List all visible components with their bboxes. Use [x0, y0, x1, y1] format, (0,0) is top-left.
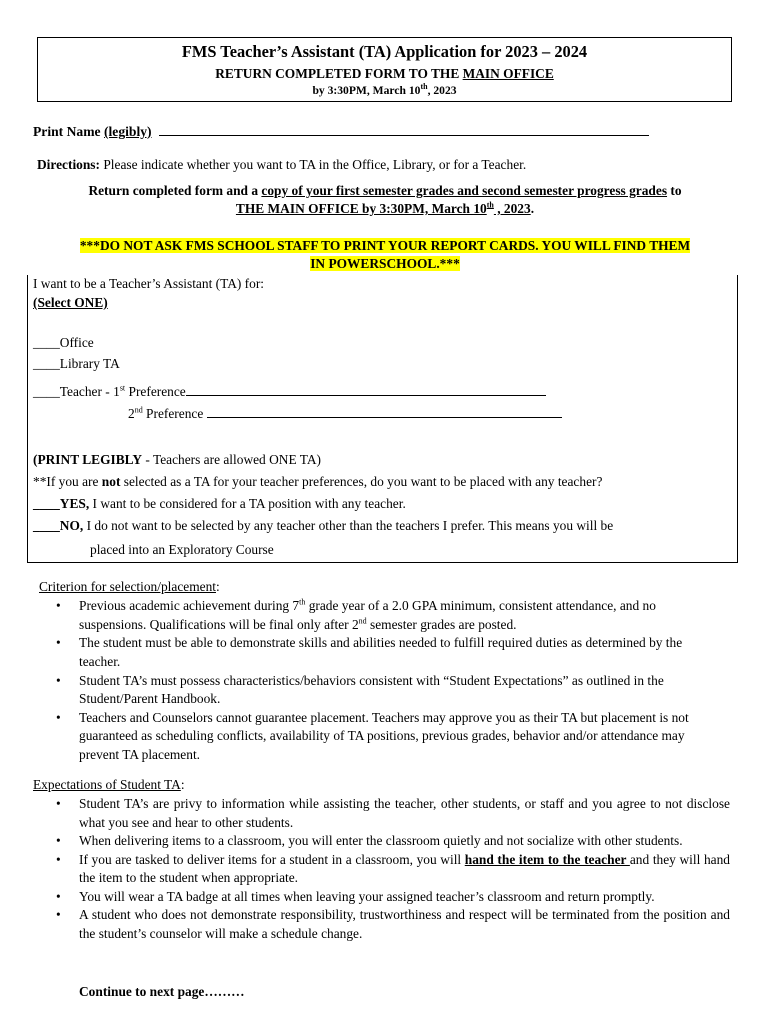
list-item: • A student who does not demonstrate responsibility, trustworthiness and respect will be terminated from the position and the student’s counselor will make a schedule change. — [37, 906, 730, 943]
list-item: • If you are tasked to deliver items for a student in a classroom, you will hand the item to the teacher and they will hand the item to the student when appropriate. — [37, 851, 730, 888]
selection-intro: I want to be a Teacher’s Assistant (TA) for: — [33, 276, 265, 291]
form-header — [37, 37, 732, 102]
no-blank[interactable]: ____NO, — [33, 518, 84, 533]
continue-note: Continue to next page……… — [79, 984, 245, 999]
teacher-blank[interactable]: ____ — [33, 384, 60, 399]
list-item: • Teachers and Counselors cannot guarantee placement. Teachers may approve you as their TA but placement is not guaranteed as scheduling conflicts, availability of TA positions, previous grades, behavior and/or attendance may prevent TA placement. — [37, 709, 722, 765]
directions-label: Directions: — [37, 157, 100, 172]
print-legibly-note: (PRINT LEGIBLY - Teachers are allowed ONE TA) — [33, 452, 321, 467]
return-instruction: RETURN COMPLETED FORM TO THE MAIN OFFICE — [215, 65, 554, 81]
option-yes[interactable]: ____YES, I want to be considered for a TA position with any teacher. — [33, 496, 406, 511]
list-item: • Previous academic achievement during 7th grade year of a 2.0 GPA minimum, consistent attendance, and no suspensions. Qualifications will be final only after 2nd semester grades are posted. — [37, 597, 722, 634]
second-preference-field[interactable] — [207, 405, 562, 418]
return-grades-instruction: Return completed form and a copy of your first semester grades and second semester progress grades to THE MAIN OFFICE by 3:30PM, March 10th , 2023. — [88, 183, 682, 216]
office-blank[interactable]: ____ — [33, 335, 60, 350]
select-one-label: (Select ONE) — [33, 295, 108, 310]
any-teacher-question: **If you are not selected as a TA for your teacher preferences, do you want to be placed with any teacher? — [33, 474, 603, 489]
yes-blank[interactable]: ____YES, — [33, 496, 90, 511]
option-office[interactable]: ____Office — [33, 335, 94, 350]
second-preference-row: 2nd Preference — [128, 405, 562, 423]
expectations-heading: Expectations of Student TA: — [33, 777, 185, 792]
option-library[interactable]: ____Library TA — [33, 356, 120, 371]
print-name-row — [33, 123, 649, 141]
main-office-text: MAIN OFFICE — [462, 65, 554, 81]
list-item: • When delivering items to a classroom, you will enter the classroom quietly and not socialize with other students. — [37, 832, 730, 851]
form-title: FMS Teacher’s Assistant (TA) Application for 2023 – 2024 — [181, 42, 588, 61]
option-no[interactable]: ____NO, I do not want to be selected by any teacher other than the teachers I prefer. This means you will be — [33, 518, 614, 533]
first-preference-field[interactable] — [186, 383, 546, 396]
expectations-list — [37, 795, 730, 943]
criterion-list — [37, 597, 722, 765]
list-item: • The student must be able to demonstrate skills and abilities needed to fulfill required duties as determined by the teacher. — [37, 634, 722, 671]
no-option-continuation: placed into an Exploratory Course — [90, 542, 274, 557]
print-name-label: Print Name (legibly) — [33, 124, 152, 139]
due-date: by 3:30PM, March 10th, 2023 — [312, 82, 457, 98]
print-name-field[interactable] — [159, 123, 649, 136]
criterion-heading: Criterion for selection/placement: — [39, 579, 220, 594]
library-blank[interactable]: ____ — [33, 356, 60, 371]
option-teacher[interactable]: ____Teacher - 1st Preference — [33, 383, 546, 401]
list-item: • Student TA’s must possess characteristics/behaviors consistent with “Student Expectations” as outlined in the Student/Parent Handbook. — [37, 672, 722, 709]
report-card-warning: ***DO NOT ASK FMS SCHOOL STAFF TO PRINT YOUR REPORT CARDS. YOU WILL FIND THEM IN POWERSCHOOL.*** — [79, 238, 691, 271]
list-item: • Student TA’s are privy to information while assisting the teacher, other students, or staff and you agree to not disclose what you see and hear to other students. — [37, 795, 730, 832]
directions: Directions: Please indicate whether you want to TA in the Office, Library, or for a Teacher. — [37, 157, 527, 172]
list-item: • You will wear a TA badge at all times when leaving your assigned teacher’s classroom and return promptly. — [37, 888, 730, 907]
